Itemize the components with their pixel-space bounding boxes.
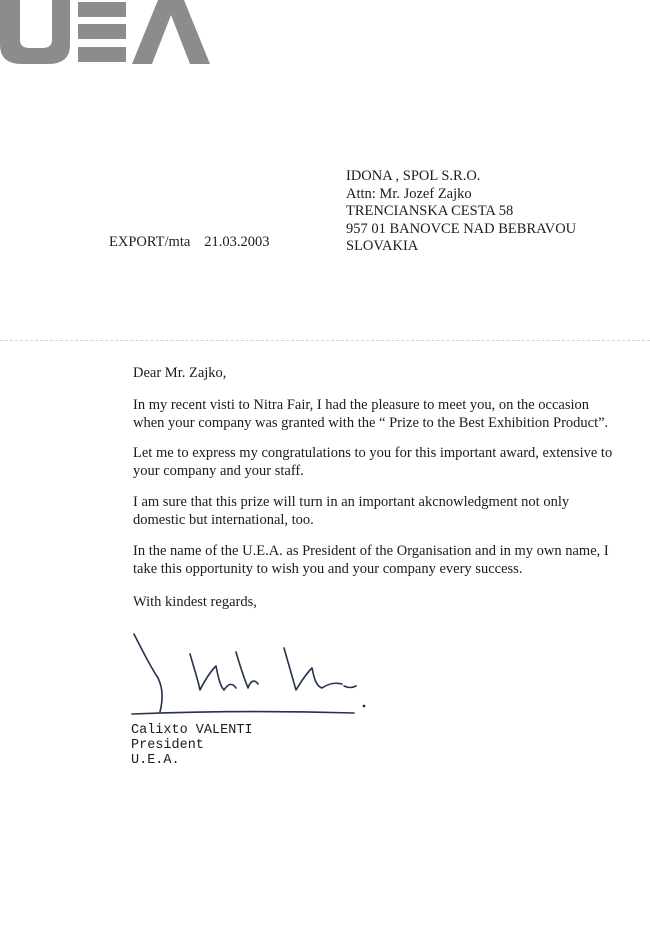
recipient-address	[346, 168, 576, 256]
paragraph-visit: In my recent visti to Nitra Fair, I had the pleasure to meet you, on the occasion when your company was granted with the “ Prize to the Best Exhibition Product”.	[133, 397, 609, 431]
signature-block	[131, 723, 253, 768]
reference-code: EXPORT/mta	[109, 234, 191, 250]
signer-title: President	[131, 738, 204, 753]
signer-organization: U.E.A.	[131, 753, 180, 768]
paragraph-wishes: In the name of the U.E.A. as President of the Organisation and in my own name, I take this opportunity to wish you and your company every success.	[133, 543, 609, 577]
greeting: Dear Mr. Zajko,	[133, 365, 227, 381]
fold-line	[0, 340, 650, 342]
recipient-city: 957 01 BANOVCE NAD BEBRAVOU	[346, 220, 577, 237]
recipient-company: IDONA , SPOL S.R.O.	[346, 168, 481, 184]
handwritten-signature	[128, 628, 373, 720]
uea-logo	[0, 0, 212, 66]
recipient-street: TRENCIANSKA CESTA 58	[346, 203, 514, 219]
signer-name: Calixto VALENTI	[131, 723, 253, 738]
paragraph-congratulations: Let me to express my congratulations to you for this important award, extensive to your company and your staff.	[133, 445, 613, 479]
recipient-attention: Attn: Mr. Jozef Zajko	[346, 185, 472, 202]
reference-line	[109, 234, 270, 251]
closing: With kindest regards,	[133, 594, 257, 610]
recipient-country: SLOVAKIA	[346, 238, 419, 254]
letter-date: 21.03.2003	[204, 234, 270, 250]
paragraph-acknowledgment: I am sure that this prize will turn in an important akcnowledgment not only domestic but international, too.	[133, 494, 570, 528]
